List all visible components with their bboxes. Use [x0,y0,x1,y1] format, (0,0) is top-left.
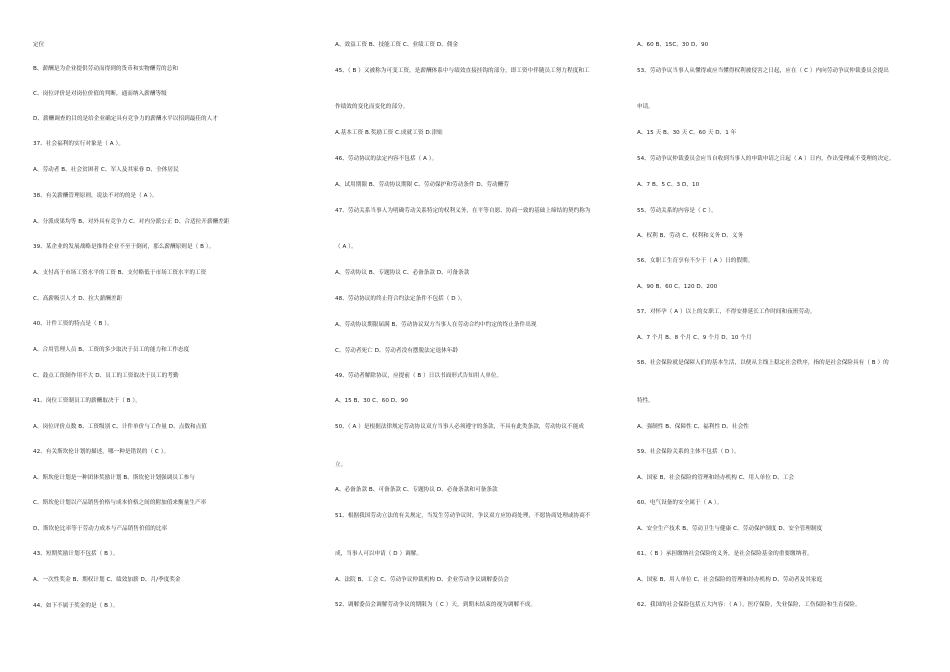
answer-options: A、国家 B、社会保险的管理和经办机构 C、用人单位 D、工会 [637,475,795,481]
text-column-middle [335,0,625,672]
answer-options: C、劳动者死亡 D、劳动者没有摆脱法定退休年龄 [335,348,459,354]
question-58: 58、社会保险就是保障人们的基本生活，以便从主线上稳定社会秩序，指的是社会保险具有（ B ）的 [637,360,889,366]
question-55: 55、劳动关系的内容是（ C ）。 [637,208,717,214]
answer-options: A、7 个月 B、8 个月 C、9 个月 D、10 个月 [637,335,752,341]
answer-options: A、支付高于市场工资水平的工资 B、支付略低于市场工资水平的工资 [33,270,207,276]
question-56: 56、女职工生育享有不少于（ A ）日的假期。 [637,258,754,264]
question-46: 46、劳动协议的法定内容不包括（ A ）。 [335,156,438,162]
answer-options: A、国家 B、用人单位 C、社会保险的管理和经办机构 D、劳动者及其家庭 [637,577,823,583]
answer-options: A.基本工资 B.奖励工资 C.成就工资 D.津贴 [335,130,443,136]
text-line: C、岗位评价是对岗位价值的判断，通而纳入薪酬等级 [33,91,167,97]
text-column-left [33,0,303,672]
question-41: 41、岗位工资制员工的薪酬取决于（ B ）。 [33,398,141,404]
question-40: 40、计件工资的特点是（ B ）。 [33,321,113,327]
answer-options: A、效益工资 B、技能工资 C、业绩工资 D、佣金 [335,42,459,48]
text-line: 定位 [33,42,45,48]
answer-options: A、劳动协议期限届满 B、劳动协议双方当事人在劳动合约中约定的终止条件出现 [335,322,537,328]
answer-options: C、高薪吸引人才 D、拉大薪酬差距 [33,296,123,302]
text-line: （ A ）。 [335,244,357,250]
question-62: 62、我国的社会保险包括五大内容：（ A ），医疗保险，失业保险，工伤保险和生育保险。 [637,602,861,608]
question-50: 50、（ A ）是根据法律规定劳动协议双方当事人必须遵守的条款，不具有此类条款，劳动协议不能成 [335,424,584,430]
answer-options: A、劳动协议 B、专题协议 C、必备条款 D、可备条款 [335,270,470,276]
answer-options: A、必备条款 B、可备条款 C、专题协议 D、必备条款和可备条款 [335,487,498,493]
answer-options: C、斯坎伦计划以产品销售价格与成本价格之间的附加值来衡量生产率 [33,500,207,506]
text-line: 立。 [335,462,347,468]
text-line: 作绩效的变化而变化的部分。 [335,104,409,110]
question-48: 48、劳动协议的终止符合约法定条件不包括（ D ）。 [335,296,466,302]
answer-options: A、强制性 B、保障性 C、福利性 D、社会性 [637,424,749,430]
answer-options: A、合用管理人员 B、工资的多少取决于员工的能力和工作态度 [33,347,190,353]
answer-options: A、法院 B、工会 C、劳动争议仲裁机构 D、企业劳动争议调解委员会 [335,577,509,583]
answer-options: D、斯坎伦比率等于劳动力成本与产品销售价值的比率 [33,526,168,532]
answer-options: A、15 天 B、30 天 C、60 天 D、1 年 [637,130,737,136]
text-line: D、薪酬调查的目的是给企业确定具有竞争力的薪酬水平以招到最佳的人才 [33,116,218,122]
answer-options: A、劳动者 B、社会贫困者 C、军人及其家眷 D、全体居民 [33,167,179,173]
question-52: 52、调解委员会调解劳动争议的期限为（ C ）天，到期未结束的视为调解不成。 [335,602,537,608]
text-line: 申请。 [637,104,654,110]
answer-options: A、7 B、5 C、3 D、10 [637,182,700,188]
question-57: 57、对怀孕（ A ）以上的女职工，不得安排延长工作时间和夜班劳动。 [637,309,816,315]
question-59: 59、社会保险关系的主体不包括（ D ）。 [637,449,740,455]
answer-options: A、90 B、60 C、120 D、200 [637,284,718,290]
question-43: 43、短期奖励计划不包括（ B ）。 [33,551,119,557]
answer-options: A、15 B、30 C、60 D、90 [335,398,409,404]
answer-options: A、安全生产技术 B、劳动卫生与健康 C、劳动保护制度 D、安全管理制度 [637,526,823,532]
question-37: 37、社会福利的实行对象是（ A ）。 [33,141,124,147]
question-61: 61、（ B ）承担缴纳社会保险的义务，是社会保险基金的重要缴纳者。 [637,551,813,557]
answer-options: A、岗位评价点数 B、工资级别 C、计件单价与工作量 D、点数和点值 [33,424,207,430]
answer-options: A、60 B、15C、30 D、90 [637,42,709,48]
question-54: 54、劳动争议仲裁委员会应当自收到当事人的申裁申请之日起（ A ）日内，作出受理或不受理的决定。 [637,156,895,162]
question-60: 60、电气设备的安全属于（ A ）。 [637,500,723,506]
answer-options: A、分派成果均等 B、对外具有竞争力 C、对内分派公正 D、合适拉开薪酬差距 [33,219,230,225]
question-38: 38、有关薪酬管理原则，说法不对的的是（ A ）。 [33,193,158,199]
answer-options: A、一次性奖金 B、期权计划 C、绩效加薪 D、月/季度奖金 [33,577,181,583]
answer-options: A、权利 B、劳动 C、权利和义务 D、义务 [637,233,744,239]
question-47: 47、劳动关系当事人为明确劳动关系特定的权利义务，在平等自愿、协商一致的基础上缔结的契约称为 [335,208,591,214]
question-53: 53、劳动争议当事人从懂得或应当懂得权利被侵害之日起，应在（ C ）内向劳动争议仲裁委员会提出 [637,68,889,74]
answer-options: A、试用期限 B、劳动协议期限 C、劳动保护和劳动条件 D、劳动酬劳 [335,182,509,188]
answer-options: A、斯坎伦计划是一种团体奖励计划 B、斯坎伦计划强调员工参与 [33,475,195,481]
question-42: 42、有关斯坎伦计划的描述，哪一种是错误的（ C ）。 [33,449,170,455]
question-39: 39、某企业的发展战略是推得企业不至于倒闭，那么薪酬原则是（ B ）。 [33,244,215,250]
answer-options: C、鼓点工资制作用不大 D、员工的工资取决于员工的考勤 [33,373,179,379]
text-line: B、薪酬是为企业提供劳动而得到的货币和实物酬劳的总和 [33,66,178,72]
question-51: 51、根据我国劳动立法的有关规定，当发生劳动争议时，争议双方应协商处理，不愿协商处理或协商不 [335,513,591,519]
text-column-right [637,0,927,672]
text-line: 特性。 [637,398,654,404]
text-line: 成，当事人可以申请（ D ）调解。 [335,551,423,557]
question-44: 44、如下不属于奖金的是（ B ）。 [33,603,119,609]
question-49: 49、劳动者解除协议，应提前（ B ）日以书面形式告知用人单位。 [335,373,503,379]
question-45: 45、（ B ）又被称为可变工资，是薪酬体系中与绩效直接挂钩的部分，即工资中伴随员工努力程度和工 [335,68,590,74]
